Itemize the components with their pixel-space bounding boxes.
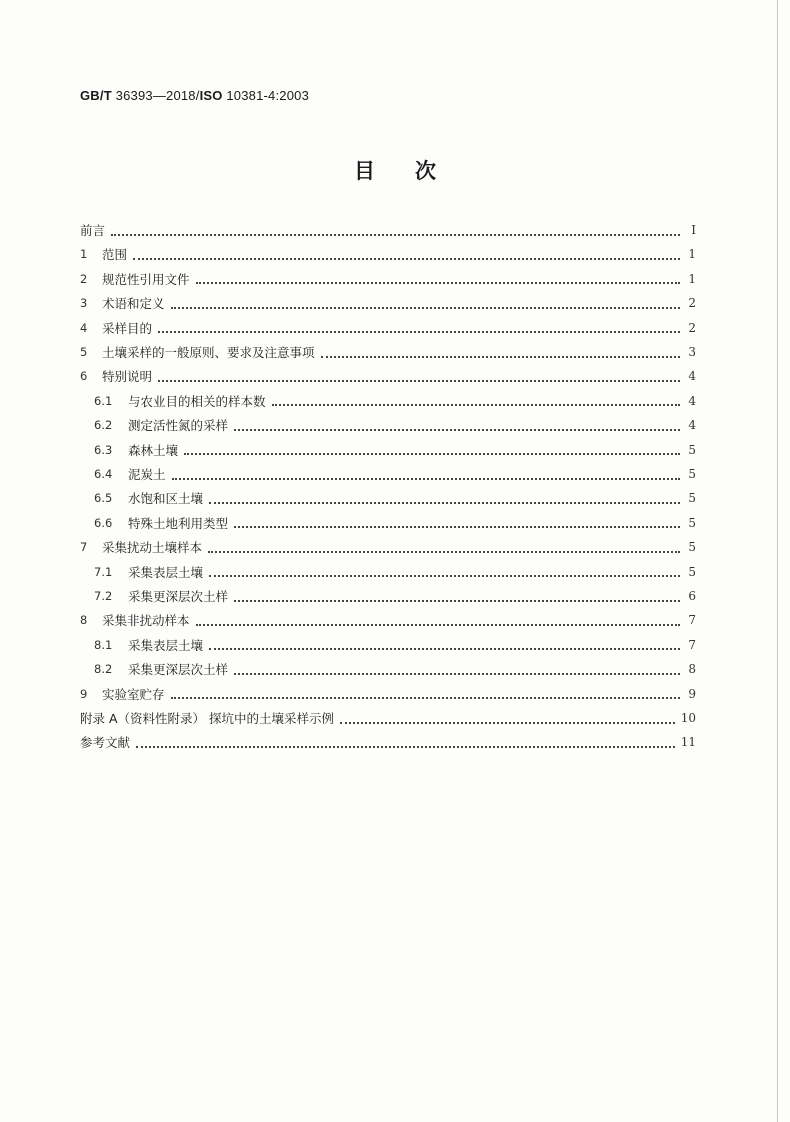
toc-entry-label: 实验室贮存: [102, 686, 165, 702]
toc-leader-dots: [158, 379, 680, 382]
toc-leader-dots: [209, 647, 680, 650]
toc-entry-number: 1: [80, 247, 88, 262]
toc-entry: [80, 316, 696, 340]
toc-entry-number: 9: [80, 686, 88, 701]
toc-entry-number: 6.6: [94, 515, 113, 530]
toc-entry-number: 8.1: [94, 637, 113, 652]
toc-leader-dots: [133, 257, 680, 260]
toc-entry-number: 3: [80, 296, 88, 311]
toc-entry-number: 6.2: [94, 418, 113, 433]
toc-entry: [94, 389, 696, 413]
toc-entry: [80, 730, 696, 754]
toc-entry: [94, 560, 696, 584]
toc-entry-number: 7: [80, 540, 88, 555]
toc-leader-dots: [196, 281, 680, 284]
toc-leader-dots: [209, 501, 680, 504]
toc-leader-dots: [136, 745, 675, 748]
toc-entry-label: 泥炭土: [128, 467, 166, 482]
toc-entry: [80, 267, 696, 291]
toc-entry-label: 采集更深层次土样: [128, 662, 229, 678]
toc-entry-number: 8.2: [94, 662, 113, 677]
toc-leader-dots: [184, 452, 680, 455]
toc-entry-page: 10: [680, 711, 696, 725]
toc-entry-page: 11: [680, 735, 696, 750]
toc-entry: [94, 486, 696, 510]
toc-leader-dots: [234, 599, 680, 602]
toc-entry: [80, 218, 696, 242]
toc-entry-page: 2: [688, 296, 696, 311]
toc-entry-page: 5: [688, 540, 696, 555]
toc-entry-number: 7.1: [94, 564, 113, 579]
toc-entry-number: 6.1: [94, 393, 113, 408]
toc-entry-label: 采集更深层次土样: [128, 589, 229, 604]
toc-entry-page: 8: [688, 662, 696, 677]
toc-leader-dots: [272, 403, 680, 406]
toc-entry-label: 采样目的: [102, 320, 153, 336]
toc-entry-page: 3: [688, 345, 696, 359]
toc-entry-number: 5: [80, 345, 88, 359]
toc-entry-label: 土壤采样的一般原则、要求及注意事项: [102, 345, 315, 360]
toc-entry-page: 7: [688, 613, 696, 628]
toc-entry-label: 采集表层土壤: [128, 564, 204, 580]
toc-entry-number: 8: [80, 613, 88, 628]
toc-entry-label: 采集非扰动样本: [102, 613, 190, 629]
toc-leader-dots: [234, 525, 680, 528]
toc-entry-page: 2: [688, 320, 696, 335]
page-edge: [777, 0, 784, 1122]
toc-entry: [94, 413, 696, 437]
toc-entry-page: 1: [688, 271, 696, 286]
toc-entry-label: 规范性引用文件: [102, 271, 190, 287]
toc-entry-number: 4: [80, 320, 88, 335]
toc-entry: [94, 584, 696, 608]
toc-leader-dots: [321, 355, 680, 358]
toc-leader-dots: [196, 623, 680, 626]
toc-entry: [80, 682, 696, 706]
toc-entry-page: 5: [688, 442, 696, 457]
toc-entry-page: 5: [688, 564, 696, 579]
toc-leader-dots: [234, 428, 680, 431]
toc-leader-dots: [209, 574, 680, 577]
toc-entry-label: 与农业目的相关的样本数: [128, 393, 266, 409]
toc-entry: [80, 608, 696, 632]
toc-leader-dots: [340, 721, 675, 724]
toc-entry: [80, 535, 696, 559]
toc-entry-page: 1: [688, 247, 696, 262]
toc-entry-label: 采集扰动土壤样本: [102, 540, 203, 556]
toc-entry-page: Ⅰ: [691, 223, 696, 237]
toc-entry-label: 水饱和区土壤: [128, 491, 204, 507]
toc-entry-number: 6.3: [94, 442, 113, 457]
toc-entry: [94, 511, 696, 535]
toc-entry-number: 7.2: [94, 589, 113, 603]
toc-entry-label: 范围: [102, 247, 128, 263]
toc-entry-page: 5: [688, 467, 696, 481]
standard-code-iso-number: 10381-4:2003: [226, 88, 310, 103]
toc-entry-label: 特殊土地利用类型: [128, 515, 229, 531]
toc-entry-page: 4: [688, 393, 696, 408]
toc-entry: [80, 242, 696, 266]
toc-entry: [94, 633, 696, 657]
toc-entry-number: 6.5: [94, 491, 113, 506]
toc-leader-dots: [208, 550, 680, 553]
toc-entry-label: 测定活性氮的采样: [128, 418, 229, 434]
standard-code: [80, 88, 309, 103]
toc-entry-page: 5: [688, 491, 696, 506]
page-title: 目次: [354, 159, 476, 183]
toc-leader-dots: [158, 330, 680, 333]
toc-entry-label: 森林土壤: [128, 442, 179, 458]
toc-entry: [80, 340, 696, 364]
toc-entry: [94, 462, 696, 486]
toc-entry-page: 9: [688, 686, 696, 701]
toc-entry: [94, 657, 696, 681]
standard-code-iso: ISO: [199, 88, 223, 103]
toc-leader-dots: [171, 696, 680, 699]
toc-entry-page: 7: [688, 637, 696, 652]
toc-entry-number: 6: [80, 369, 88, 384]
toc-entry: [94, 438, 696, 462]
toc-leader-dots: [172, 477, 680, 480]
standard-code-number: 36393—2018/: [115, 88, 200, 103]
toc-entry-label: 术语和定义: [102, 296, 165, 312]
toc-entry: [80, 291, 696, 315]
toc-entry-label: 采集表层土壤: [128, 637, 204, 653]
toc-entry-number: 6.4: [94, 467, 113, 481]
toc-entry: [80, 364, 696, 388]
toc-leader-dots: [111, 233, 680, 236]
toc-entry-page: 5: [688, 515, 696, 530]
toc-entry-label: 附录 A（资料性附录） 探坑中的土壤采样示例: [80, 711, 334, 726]
toc-entry: [80, 706, 696, 730]
toc-entry-label: 特别说明: [102, 369, 153, 385]
toc-entry-page: 6: [688, 589, 696, 603]
toc-leader-dots: [234, 672, 680, 675]
toc-entry-page: 4: [688, 418, 696, 433]
toc-entry-number: 2: [80, 271, 88, 286]
toc-entry-label: 参考文献: [80, 735, 131, 751]
standard-code-prefix: GB/T: [80, 88, 112, 103]
toc-entry-page: 4: [688, 369, 696, 384]
toc-leader-dots: [171, 306, 680, 309]
toc-entry-label: 前言: [80, 223, 106, 238]
